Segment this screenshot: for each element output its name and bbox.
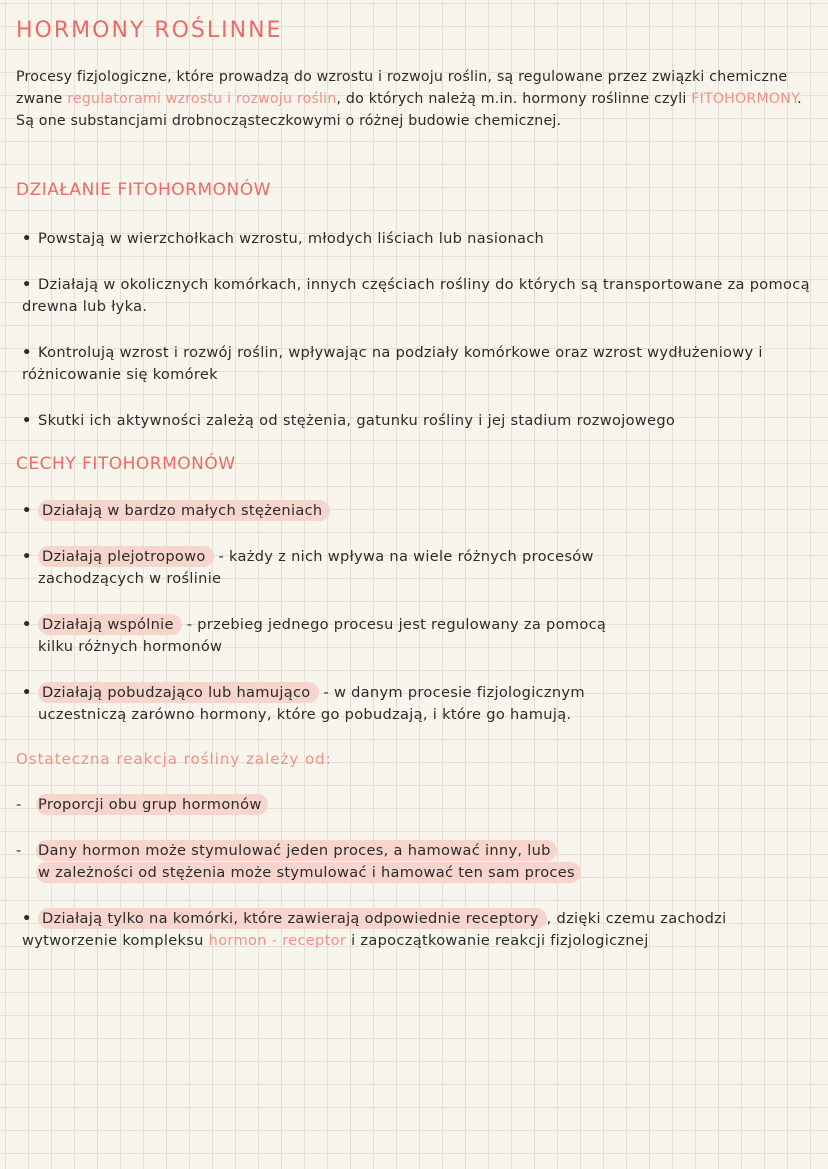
bullet-dot: • [22, 344, 32, 361]
highlighted-text: Dany hormon może stymulować jeden proces, a hamować inny, lub [36, 840, 557, 861]
bullet-dot: • [22, 230, 32, 247]
intro-highlight-regulators: regulatorami wzrostu i rozwoju roślin [67, 91, 337, 107]
bullet-text: i zapoczątkowanie reakcji fizjologicznej [346, 932, 649, 949]
section-heading-dzialanie: DZIAŁANIE FITOHORMONÓW [16, 180, 271, 200]
intro-text-2: , do których należą m.in. hormony roślinne czyli [336, 91, 692, 107]
bullet-text-continuation: uczestniczą zarówno hormony, które go pobudzają, i które go hamują. [38, 706, 572, 723]
bullet-dot: • [22, 276, 32, 293]
bullet-text: - każdy z nich wpływa na wiele różnych procesów [213, 548, 594, 565]
bullet-dot: • [22, 548, 32, 565]
bullet-dot: • [22, 412, 32, 429]
bullet-text: Skutki ich aktywności zależą od stężenia, gatunku rośliny i jej stadium rozwojowego [38, 412, 676, 429]
highlight-hormon-receptor: hormon - receptor [208, 932, 347, 949]
bullet-text-continuation: kilku różnych hormonów [38, 638, 223, 655]
list-item [16, 794, 812, 816]
list-item [22, 682, 818, 726]
list-item [22, 908, 818, 952]
bullet-dot: • [22, 616, 32, 633]
list-item [16, 840, 812, 884]
intro-highlight-fitohormony: FITOHORMONY [691, 91, 798, 107]
bullet-dot: • [22, 502, 32, 519]
bullet-text: - w danym procesie fizjologicznym [318, 684, 585, 701]
highlighted-text-continuation: w zależności od stężenia może stymulować i hamować ten sam proces [36, 862, 581, 883]
bullet-text: Powstają w wierzchołkach wzrostu, młodych liściach lub nasionach [38, 230, 545, 247]
bullet-text: , dzięki czemu zachodzi wytworzenie kompleksu [22, 910, 727, 949]
intro-text-3: . Są one substancjami drobnocząsteczkowymi o różnej budowie chemicznej. [16, 91, 802, 129]
bullet-text: Działają w okolicznych komórkach, innych częściach rośliny do których są transportowane za pomocą drewna lub łyka. [22, 276, 810, 315]
highlighted-lead: Działają tylko na komórki, które zawierają odpowiednie receptory [38, 908, 547, 929]
list-item [22, 500, 818, 522]
highlighted-lead: Proporcji obu grup hormonów [36, 794, 268, 815]
bullet-text-continuation: zachodzących w roślinie [38, 570, 222, 587]
bullet-dot: • [22, 684, 32, 701]
dash-marker: - [16, 796, 22, 813]
list-item [22, 274, 818, 318]
list-item [22, 614, 818, 658]
highlighted-lead: Działają w bardzo małych stężeniach [38, 500, 330, 521]
list-item [22, 410, 818, 432]
bullet-dot: • [22, 910, 32, 927]
list-item [22, 228, 818, 250]
intro-paragraph [16, 66, 816, 132]
dash-marker: - [16, 842, 22, 859]
bullet-text: Kontrolują wzrost i rozwój roślin, wpływając na podziały komórkowe oraz wzrost wydłużeniowy i różnicowanie się komórek [22, 344, 763, 383]
section-heading-cechy: CECHY FITOHORMONÓW [16, 454, 236, 474]
list-item [22, 342, 818, 386]
final-reaction-label: Ostateczna reakcja rośliny zależy od: [16, 750, 332, 768]
list-item [22, 546, 818, 590]
highlighted-lead: Działają plejotropowo [38, 546, 214, 567]
highlighted-lead: Działają wspólnie [38, 614, 182, 635]
page-title: HORMONY ROŚLINNE [16, 18, 283, 43]
highlighted-lead: Działają pobudzająco lub hamująco [38, 682, 319, 703]
bullet-text: - przebieg jednego procesu jest regulowany za pomocą [181, 616, 607, 633]
intro-text-1: Procesy fizjologiczne, które prowadzą do wzrostu i rozwoju roślin, są regulowane przez związki chemiczne zwane [16, 69, 788, 107]
